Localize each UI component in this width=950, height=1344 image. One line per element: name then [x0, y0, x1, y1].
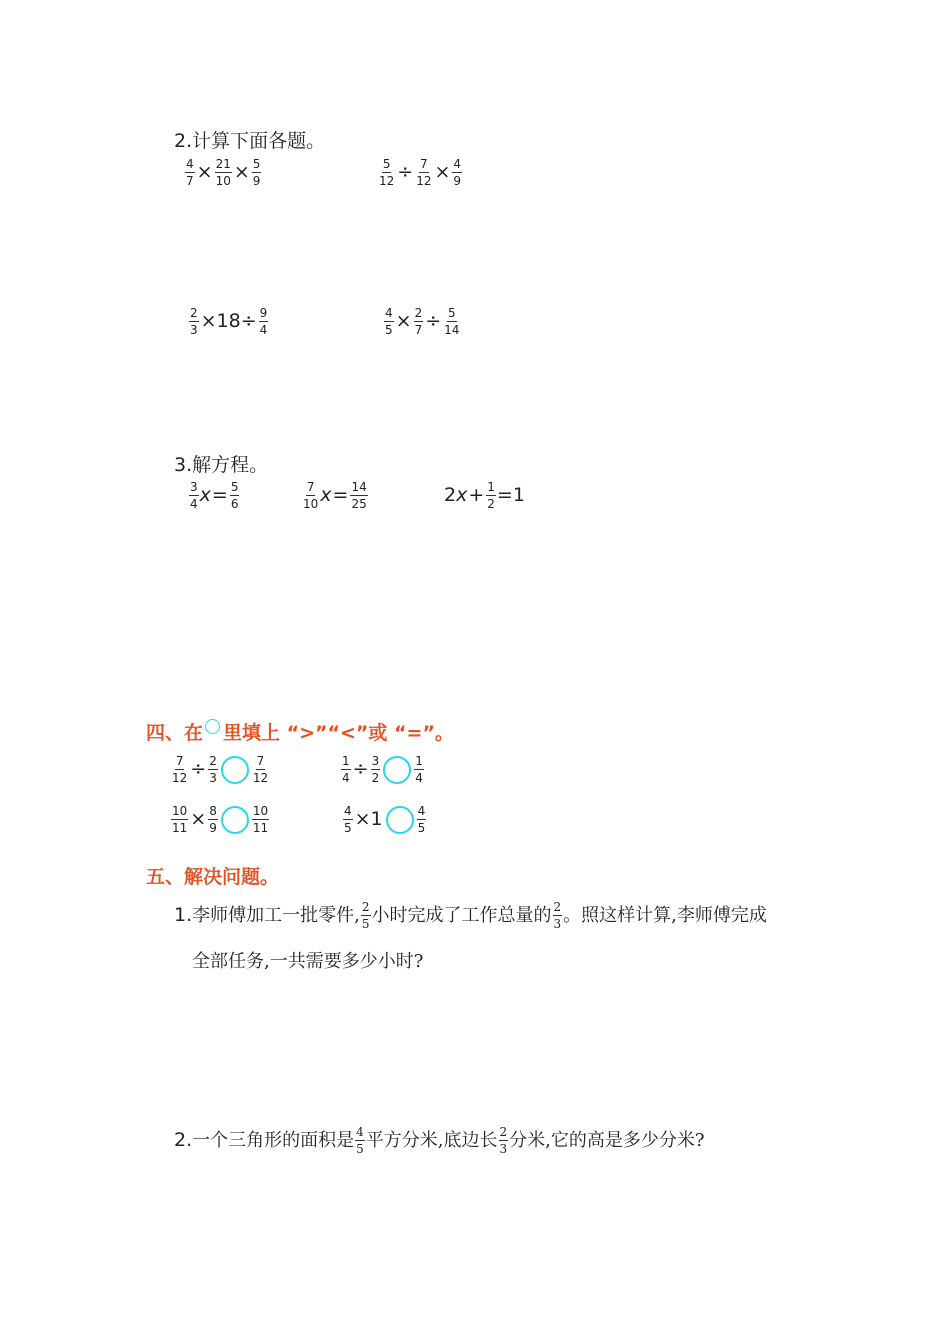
- fraction: $\frac{21}{10}$: [215, 157, 231, 188]
- fraction: $\frac{5}{12}$: [379, 157, 395, 188]
- fraction: $\frac{7}{12}$: [172, 754, 188, 785]
- compare-item-4: $\frac{4}{5}$ ×1 $\frac{4}{5}$: [344, 804, 426, 835]
- calc-expression-1: $\frac{4}{7}$ × $\frac{21}{10}$ × $\frac{5}{9}$: [186, 157, 261, 188]
- fraction: $\frac{7}{10}$: [303, 480, 319, 511]
- fraction: $\frac{14}{25}$: [351, 480, 367, 511]
- fraction: $\frac{4}{7}$: [186, 157, 194, 188]
- fraction: $\frac{3}{2}$: [371, 754, 380, 785]
- fraction: $\frac{10}{11}$: [172, 804, 188, 835]
- calc-expression-3: $\frac{2}{3}$ ×18÷ $\frac{9}{4}$: [190, 306, 268, 337]
- fraction: $\frac{5}{9}$: [252, 157, 261, 188]
- fraction: $\frac{2}{7}$: [414, 306, 423, 337]
- equation-2: $\frac{7}{10}$ x = $\frac{14}{25}$: [303, 480, 367, 511]
- calc-expression-4: $\frac{4}{5}$ × $\frac{2}{7}$ ÷ $\frac{5}{14}$: [385, 306, 460, 337]
- fraction: $\frac{2}{5}$: [361, 900, 370, 931]
- fraction: $\frac{3}{4}$: [190, 480, 198, 511]
- problem-1-line-2: 全部任务,一共需要多少小时?: [192, 951, 424, 972]
- equation-1: $\frac{3}{4}$ x = $\frac{5}{6}$: [190, 480, 239, 511]
- compare-item-3: $\frac{10}{11}$ × $\frac{8}{9}$ $\frac{10}{11}$: [172, 804, 269, 835]
- fraction: $\frac{9}{4}$: [259, 306, 268, 337]
- fraction: $\frac{7}{12}$: [252, 754, 269, 785]
- compare-item-2: $\frac{1}{4}$ ÷ $\frac{3}{2}$ $\frac{1}{4}$: [342, 754, 423, 785]
- fraction: $\frac{2}{3}$: [190, 306, 198, 337]
- fraction: $\frac{2}{3}$: [553, 900, 562, 931]
- fraction: $\frac{4}{5}$: [344, 804, 352, 835]
- q2-heading: 2.计算下面各题。: [174, 130, 326, 152]
- section-5-title: 五、解决问题。: [146, 866, 280, 888]
- problem-2: 2. 一个三角形的面积是 $\frac{4}{5}$ 平方分米,底边长 $\frac{2}{3}$ 分米,它的高是多少分米?: [174, 1125, 705, 1156]
- fraction: $\frac{7}{12}$: [416, 157, 432, 188]
- answer-circle[interactable]: [383, 756, 411, 784]
- fraction: $\frac{8}{9}$: [209, 804, 217, 835]
- fraction: $\frac{5}{6}$: [230, 480, 239, 511]
- fraction: $\frac{1}{2}$: [487, 480, 495, 511]
- fraction: $\frac{2}{3}$: [499, 1125, 508, 1156]
- fraction: $\frac{1}{4}$: [415, 754, 423, 785]
- fraction: $\frac{4}{5}$: [385, 306, 393, 337]
- fraction: $\frac{2}{3}$: [209, 754, 217, 785]
- q3-heading: 3.解方程。: [174, 454, 269, 476]
- problem-1-line-1: 1. 李师傅加工一批零件, $\frac{2}{5}$ 小时完成了工作总量的 $\frac{2}{3}$ 。照这样计算,李师傅完成: [174, 900, 767, 931]
- answer-circle[interactable]: [221, 756, 249, 784]
- circle-icon: [205, 719, 220, 734]
- fraction: $\frac{4}{9}$: [453, 157, 462, 188]
- fraction: $\frac{1}{4}$: [342, 754, 350, 785]
- fraction: $\frac{5}{14}$: [444, 306, 460, 337]
- fraction: $\frac{4}{5}$: [417, 804, 426, 835]
- answer-circle[interactable]: [221, 806, 249, 834]
- fraction: $\frac{10}{11}$: [252, 804, 269, 835]
- fraction: $\frac{4}{5}$: [356, 1125, 364, 1156]
- equation-3: 2 x + $\frac{1}{2}$ =1: [444, 480, 525, 511]
- calc-expression-2: $\frac{5}{12}$ ÷ $\frac{7}{12}$ × $\frac{4}{9}$: [379, 157, 462, 188]
- answer-circle[interactable]: [386, 806, 414, 834]
- section-4-title: 四、在 里填上 “>”“<”或 “=”。: [146, 718, 454, 745]
- compare-item-1: $\frac{7}{12}$ ÷ $\frac{2}{3}$ $\frac{7}{12}$: [172, 754, 269, 785]
